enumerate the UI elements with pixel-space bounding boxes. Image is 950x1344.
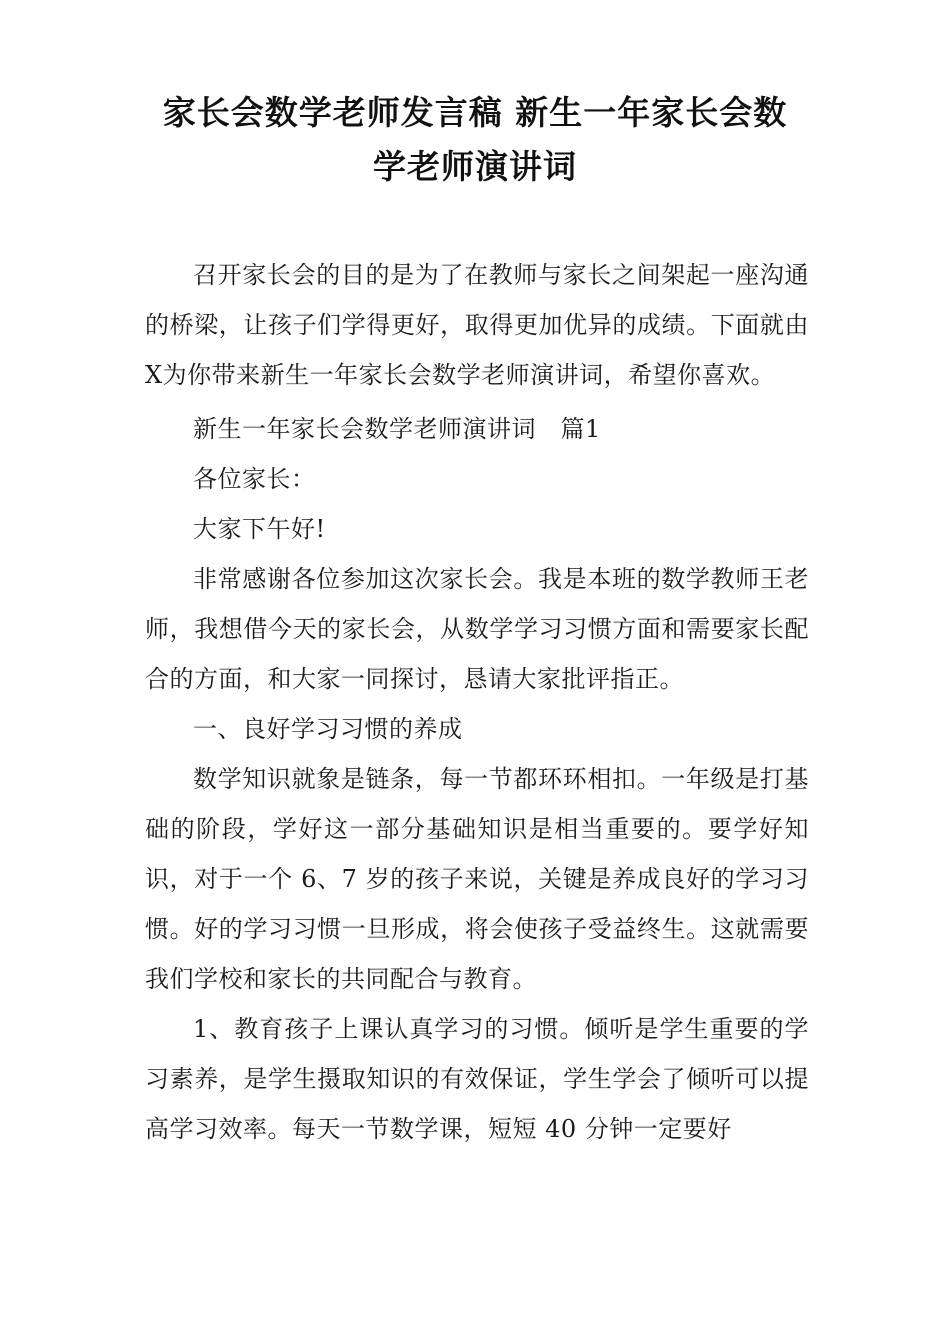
title-line-2: 学老师演讲词 [373, 147, 577, 186]
section-heading: 新生一年家长会数学老师演讲词 篇1 [193, 415, 601, 443]
page-title [120, 86, 830, 194]
document-body [145, 250, 809, 1154]
body-paragraph: 非常感谢各位参加这次家长会。我是本班的数学教师王老师，我想借今天的家长会，从数学学习习惯方面和需要家长配合的方面，和大家一同探讨，恳请大家批评指正。 [145, 565, 809, 693]
title-line-1: 家长会数学老师发言稿 新生一年家长会数 [162, 93, 788, 132]
salutation: 各位家长： [193, 465, 316, 493]
greeting: 大家下午好! [193, 515, 326, 543]
body-paragraph: 1、教育孩子上课认真学习的习惯。倾听是学生重要的学习素养，是学生摄取知识的有效保证，学生学会了倾听可以提高学习效率。每天一节数学课，短短 40 分钟一定要好 [145, 1015, 809, 1143]
intro-paragraph: 召开家长会的目的是为了在教师与家长之间架起一座沟通的桥梁，让孩子们学得更好，取得更加优异的成绩。下面就由X为你带来新生一年家长会数学老师演讲词，希望你喜欢。 [145, 261, 809, 389]
body-paragraph: 数学知识就象是链条，每一节都环环相扣。一年级是打基础的阶段，学好这一部分基础知识是相当重要的。要学好知识，对于一个 6、7 岁的孩子来说，关键是养成良好的学习习惯。好的学习习惯一旦形成，将会使孩子受益终生。这就需要我们学校和家长的共同配合与教育。 [145, 765, 809, 993]
subheading: 一、良好学习习惯的养成 [193, 715, 463, 743]
